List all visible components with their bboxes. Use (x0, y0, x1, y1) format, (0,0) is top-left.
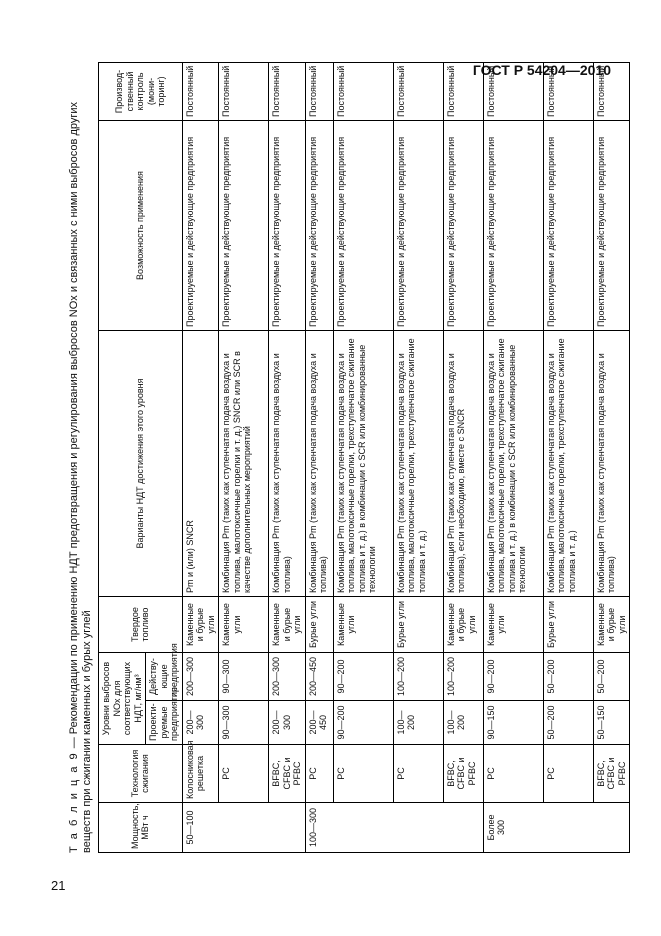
table-row (305, 63, 333, 853)
cell-monitoring: Постоянный (393, 63, 443, 121)
header-tech: Технология сжигания (99, 745, 183, 803)
cell-existing: 50—200 (593, 653, 630, 701)
cell-designed: 200—300 (182, 701, 219, 745)
cell-fuel: Каменные и бурые угли (593, 597, 630, 653)
cell-designed: 90—200 (333, 701, 393, 745)
cell-tech: BFBC, CFBC и PFBC (593, 745, 630, 803)
standard-number: ГОСТ Р 54204—2010 (472, 62, 611, 78)
cell-variant: Комбинация Pm (таких как ступенчатая подача воздуха и топлива) (269, 331, 306, 597)
table-row (182, 63, 219, 853)
cell-power: 100—300 (305, 803, 483, 853)
cell-existing: 200—450 (305, 653, 333, 701)
cell-tech: Колосниковая решетка (182, 745, 219, 803)
cell-power: 50—100 (182, 803, 305, 853)
cell-designed: 100—200 (393, 701, 443, 745)
cell-existing: 200—300 (182, 653, 219, 701)
cell-applicability: Проектируемые и действующие предприятия (543, 121, 593, 331)
cell-applicability: Проектируемые и действующие предприятия (393, 121, 443, 331)
header-power: Мощность, МВт ч (99, 803, 183, 853)
cell-fuel: Каменные и бурые угли (182, 597, 219, 653)
cell-fuel: Бурые угли (543, 597, 593, 653)
header-existing: Действу-ющие предприятия (146, 653, 183, 701)
cell-applicability: Проектируемые и действующие предприятия (269, 121, 306, 331)
cell-designed: 100—200 (443, 701, 483, 745)
cell-variant: Комбинация Pm (таких как ступенчатая подача воздуха и топлива), если необходимо, вместе с SNCR (443, 331, 483, 597)
cell-power: Более 300 (483, 803, 630, 853)
cell-designed: 200—300 (269, 701, 306, 745)
cell-designed: 200—450 (305, 701, 333, 745)
cell-monitoring: Постоянный (182, 63, 219, 121)
cell-existing: 90—200 (483, 653, 543, 701)
cell-applicability: Проектируемые и действующие предприятия (182, 121, 219, 331)
table-row (543, 63, 593, 853)
header-designed: Проекти-руемые предприятия (146, 701, 183, 745)
cell-fuel: Каменные угли (219, 597, 269, 653)
header-applicability: Возможность применения (99, 121, 183, 331)
table-row (593, 63, 630, 853)
cell-fuel: Бурые угли (305, 597, 333, 653)
table-row (483, 63, 543, 853)
cell-tech: PC (393, 745, 443, 803)
cell-monitoring: Постоянный (483, 63, 543, 121)
cell-variant: Комбинация Pm (таких как ступенчатая подача воздуха и топлива, малотоксичные горелки и т. д.) SNCR или SCR в качестве дополнительных мероприятий (219, 331, 269, 597)
cell-monitoring: Постоянный (219, 63, 269, 121)
cell-applicability: Проектируемые и действующие предприятия (593, 121, 630, 331)
cell-variant: Комбинация Pm (таких как ступенчатая подача воздуха и топлива) (305, 331, 333, 597)
cell-fuel: Каменные угли (483, 597, 543, 653)
table-row (393, 63, 443, 853)
cell-monitoring: Постоянный (593, 63, 630, 121)
table-row (333, 63, 393, 853)
cell-variant: Комбинация Pm (таких как ступенчатая подача воздуха и топлива, малотоксичные горелки, трехступенчатое сжигание топлива и т. д.) в комбинации с SCR или комбинированные технологии (483, 331, 543, 597)
table-caption-text: — Рекомендации по применению НДТ предотвращения и регулирования выбросов NOx и связанных с ними выбросов других веществ при сжигании каменных и бурых углей (68, 101, 93, 853)
cell-tech: PC (219, 745, 269, 803)
cell-variant: Комбинация Pm (таких как ступенчатая подача воздуха и топлива) (593, 331, 630, 597)
cell-designed: 50—200 (543, 701, 593, 745)
cell-existing: 100—200 (393, 653, 443, 701)
page-number: 21 (51, 878, 66, 893)
cell-designed: 90—300 (219, 701, 269, 745)
cell-tech: PC (333, 745, 393, 803)
cell-existing: 200—300 (269, 653, 306, 701)
cell-applicability: Проектируемые и действующие предприятия (483, 121, 543, 331)
header-monitoring: Производ-ственный контроль (мони-торинг) (99, 63, 183, 121)
cell-designed: 50—150 (593, 701, 630, 745)
cell-fuel: Каменные и бурые угли (443, 597, 483, 653)
cell-variant: Pm и (или) SNCR (182, 331, 219, 597)
cell-variant: Комбинация Pm (таких как ступенчатая подача воздуха и топлива, малотоксичные горелки, трехступенчатое сжигание топлива и т. д.) в комбинации с SCR или комбинированные технологии (333, 331, 393, 597)
cell-existing: 90—200 (333, 653, 393, 701)
header-levels: Уровни выбросов NOx для соответствующих НДТ, мг/нм³ (99, 653, 146, 745)
table-caption-label: Т а б л и ц а 9 (68, 751, 80, 853)
cell-tech: BFBC, CFBC и PFBC (269, 745, 306, 803)
cell-tech: BFBC, CFBC и PFBC (443, 745, 483, 803)
cell-monitoring: Постоянный (443, 63, 483, 121)
table-caption (68, 63, 98, 853)
cell-fuel: Каменные угли (333, 597, 393, 653)
cell-tech: PC (305, 745, 333, 803)
table-row (219, 63, 269, 853)
table-row (269, 63, 306, 853)
header-variants: Варианты НДТ достижения этого уровня (99, 331, 183, 597)
cell-applicability: Проектируемые и действующие предприятия (443, 121, 483, 331)
cell-existing: 100—200 (443, 653, 483, 701)
table-row (443, 63, 483, 853)
cell-tech: PC (483, 745, 543, 803)
cell-applicability: Проектируемые и действующие предприятия (333, 121, 393, 331)
cell-tech: PC (543, 745, 593, 803)
header-fuel: Твердое топливо (99, 597, 183, 653)
cell-designed: 90—150 (483, 701, 543, 745)
cell-existing: 90—300 (219, 653, 269, 701)
rotated-table-block (68, 63, 628, 853)
cell-monitoring: Постоянный (269, 63, 306, 121)
cell-monitoring: Постоянный (305, 63, 333, 121)
cell-monitoring: Постоянный (333, 63, 393, 121)
cell-variant: Комбинация Pm (таких как ступенчатая подача воздуха и топлива, малотоксичные горелки, трехступенчатое сжигание топлива и т. д.) (393, 331, 443, 597)
cell-applicability: Проектируемые и действующие предприятия (219, 121, 269, 331)
nox-bat-table (98, 62, 630, 853)
cell-existing: 50—200 (543, 653, 593, 701)
cell-applicability: Проектируемые и действующие предприятия (305, 121, 333, 331)
cell-fuel: Каменные и бурые угли (269, 597, 306, 653)
cell-fuel: Бурые угли (393, 597, 443, 653)
table-head (99, 63, 183, 853)
table-body (182, 63, 630, 853)
cell-variant: Комбинация Pm (таких как ступенчатая подача воздуха и топлива, малотоксичные горелки, трехступенчатое сжигание топлива и т. д.) (543, 331, 593, 597)
cell-monitoring: Постоянный (543, 63, 593, 121)
